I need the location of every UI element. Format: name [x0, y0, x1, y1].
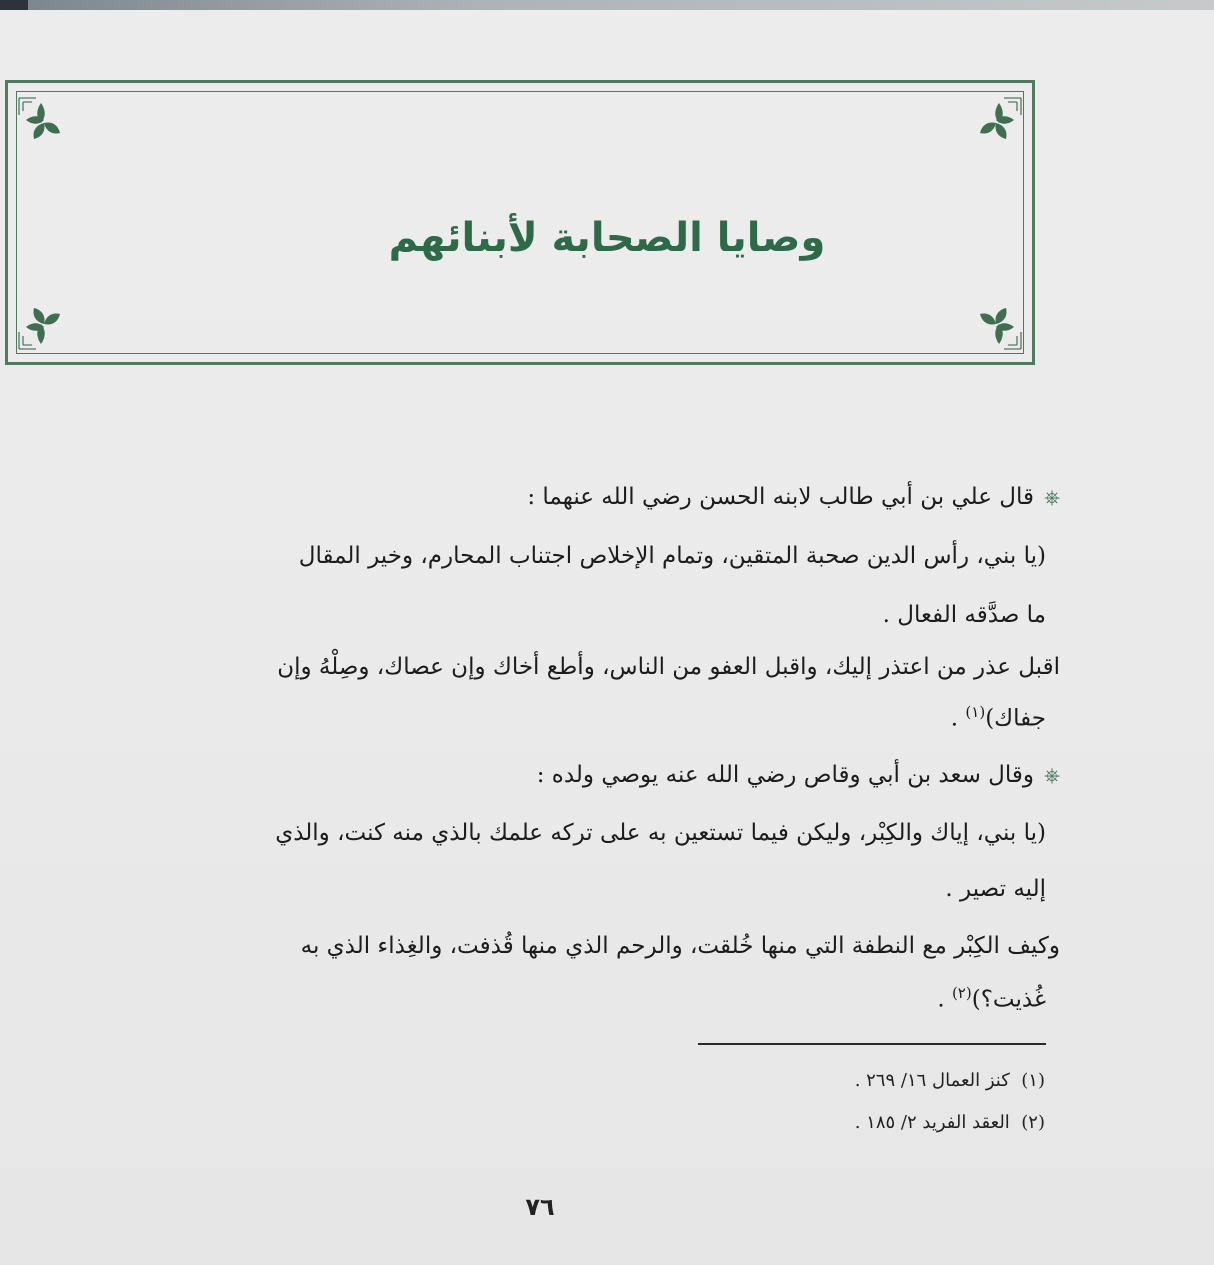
footnote-number: (١): [1021, 1070, 1045, 1091]
text-line: [141, 876, 1046, 902]
text-line: [141, 984, 1046, 1013]
text-line-content: قال علي بن أبي طالب لابنه الحسن رضي الله عنهما :: [527, 484, 1034, 510]
text-line: [155, 484, 1060, 510]
text-line: [155, 762, 1060, 788]
footnote-text: العقد الفريد ٢/ ١٨٥ .: [854, 1112, 1010, 1133]
footnote-divider: [698, 1043, 1046, 1045]
text-line-content: وقال سعد بن أبي وقاص رضي الله عنه يوصي ولده :: [536, 762, 1034, 788]
footnote-text: كنز العمال ١٦/ ٢٦٩ .: [854, 1070, 1010, 1091]
text-line-content: جفاك): [985, 705, 1046, 732]
footnote-number: (٢): [1021, 1112, 1045, 1133]
footnote-2: [855, 1112, 1045, 1133]
text-line-content: غُذيت؟): [971, 986, 1046, 1013]
text-line-content: وكيف الكِبْر مع النطفة التي منها خُلقت، والرحم الذي منها قُذفت، والغِذاء الذي به: [300, 933, 1060, 959]
text-line-content: (يا بني، إياك والكِبْر، وليكن فيما تستعين به على تركه علمك بالذي منه كنت، والذي: [275, 820, 1046, 846]
text-line: [141, 703, 1046, 732]
text-line: [155, 933, 1060, 959]
text-line-content: (يا بني، رأس الدين صحبة المتقين، وتمام الإخلاص اجتناب المحارم، وخير المقال: [298, 543, 1046, 569]
floral-corner-icon: [974, 95, 1024, 145]
text-line-content: اقبل عذر من اعتذر إليك، واقبل العفو من الناس، وأطع أخاك وإن عصاك، وصِلْهُ وإن: [277, 654, 1060, 680]
bullet-icon: ⎈: [1044, 485, 1060, 509]
page-number: ٧٦: [525, 1193, 555, 1221]
floral-corner-icon: [16, 302, 66, 352]
text-line-content: إليه تصير .: [945, 876, 1046, 902]
text-line: [141, 602, 1046, 628]
text-line: [141, 820, 1046, 846]
floral-corner-icon: [16, 95, 66, 145]
footnote-ref[interactable]: (١): [965, 703, 986, 721]
text-line: [146, 543, 1046, 569]
text-line: [155, 654, 1060, 680]
footnote-ref[interactable]: (٢): [951, 984, 972, 1002]
text-line-content: ما صدَّقه الفعال .: [882, 602, 1046, 628]
page-title: وصايا الصحابة لأبنائهم: [388, 215, 826, 261]
bullet-icon: ⎈: [1044, 763, 1060, 787]
period: .: [937, 986, 945, 1013]
period: .: [950, 705, 959, 732]
top-edge: [0, 0, 1214, 10]
floral-corner-icon: [974, 302, 1024, 352]
footnote-1: [855, 1070, 1045, 1091]
top-edge-dark: [0, 0, 28, 10]
